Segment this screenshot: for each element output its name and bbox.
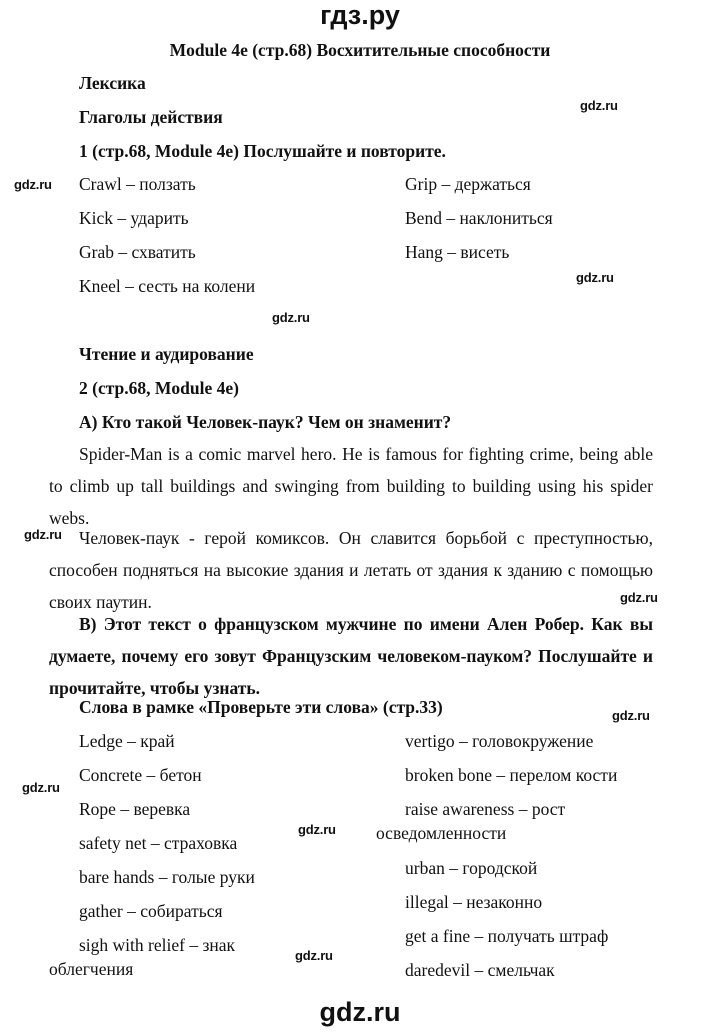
vocab-item: Grab – схватить [79,242,196,262]
watermark: gdz.ru [22,780,60,795]
vocab-item: Hang – висеть [405,242,510,262]
vocab-item-wrap: облегчения [49,959,134,979]
vocab-item: daredevil – смельчак [405,960,555,980]
page-title: Module 4e (стр.68) Восхитительные способности [169,40,551,60]
site-logo-top[interactable]: гдз.ру [320,0,400,30]
task2-a-question: A) Кто такой Человек-паук? Чем он знаменит? [79,412,452,432]
vocab-item: Bend – наклониться [405,208,553,228]
vocab-item: raise awareness – рост [405,799,566,819]
watermark: gdz.ru [576,270,614,285]
watermark: gdz.ru [612,708,650,723]
vocab-item: urban – городской [405,858,538,878]
task1-heading: 1 (стр.68, Module 4e) Послушайте и повторите. [79,141,446,161]
vocab-item: Kneel – сесть на колени [79,276,256,296]
vocab-item: get a fine – получать штраф [405,926,609,946]
task2-b-question: B) Этот текст о французском мужчине по имени Ален Робер. Как вы думаете, почему его зовут Французским человеком-пауком? Послушайте и прочитайте, чтобы узнать. [49,614,653,698]
vocab-item: broken bone – перелом кости [405,765,618,785]
vocab-item: vertigo – головокружение [405,731,594,751]
vocab-item: Crawl – ползать [79,174,196,194]
vocab-item: safety net – страховка [79,833,238,853]
task2-a-answer-en: Spider-Man is a comic marvel hero. He is famous for fighting crime, being able to climb up tall buildings and swinging from building to building using his spider webs. [49,444,653,528]
section-heading-vocab: Лексика [79,73,146,93]
vocab-item: Concrete – бетон [79,765,202,785]
section-heading-reading: Чтение и аудирование [79,344,254,364]
watermark: gdz.ru [295,948,333,963]
vocab-item: Ledge – край [79,731,175,751]
site-logo-bottom[interactable]: gdz.ru [319,997,401,1027]
words-box-heading: Слова в рамке «Проверьте эти слова» (стр.33) [79,697,443,717]
vocab-item: Kick – ударить [79,208,189,228]
vocab-item: gather – собираться [79,901,223,921]
vocab-item: Grip – держаться [405,174,531,194]
task2-a-answer-ru: Человек-паук - герой комиксов. Он славится борьбой с преступностью, способен подняться на высокие здания и летать от здания к зданию с помощью своих паутин. [49,528,653,612]
watermark: gdz.ru [580,98,618,113]
vocab-item-wrap: осведомленности [376,823,507,843]
watermark: gdz.ru [24,527,62,542]
watermark: gdz.ru [298,822,336,837]
vocab-item: sigh with relief – знак [79,935,235,955]
vocab-item: Rope – веревка [79,799,191,819]
vocab-item: illegal – незаконно [405,892,543,912]
watermark: gdz.ru [272,310,310,325]
subsection-heading-verbs: Глаголы действия [79,107,223,127]
watermark: gdz.ru [14,177,52,192]
vocab-item: bare hands – голые руки [79,867,255,887]
watermark: gdz.ru [620,590,658,605]
task2-heading: 2 (стр.68, Module 4e) [79,378,239,398]
